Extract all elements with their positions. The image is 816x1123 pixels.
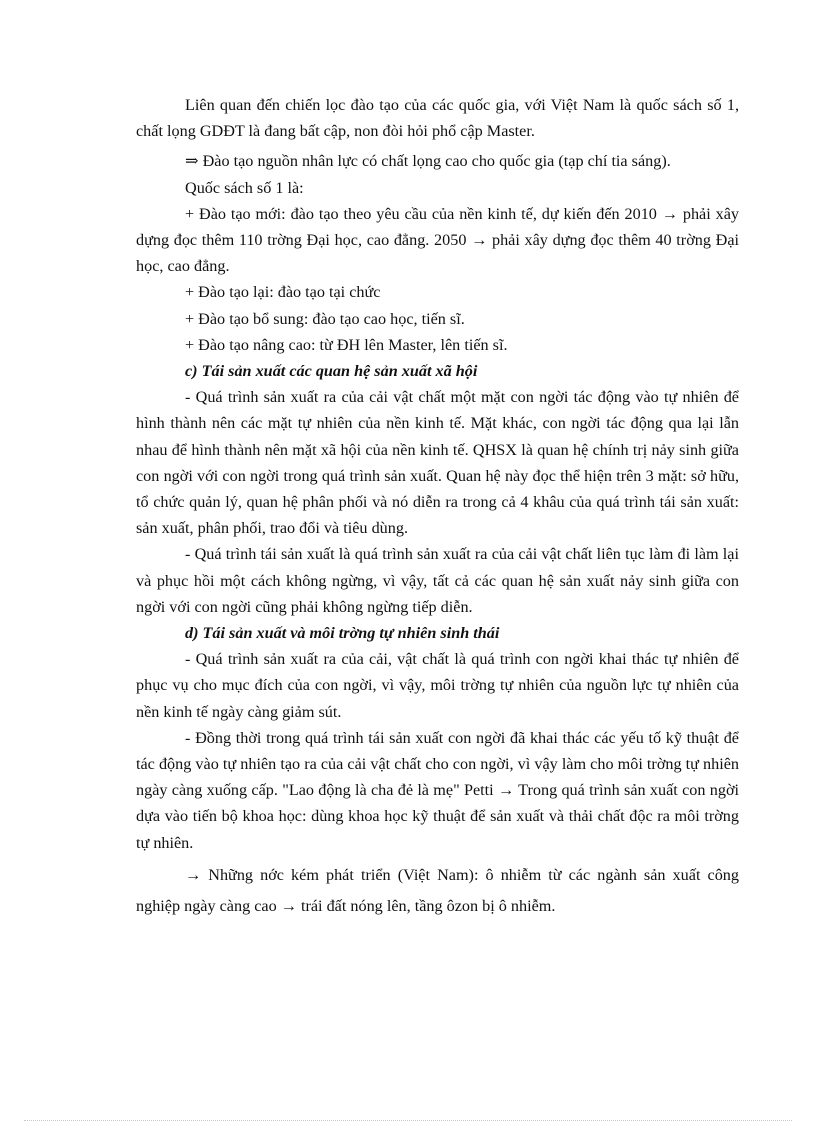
paragraph-conclusion: → Những nớc kém phát triển (Việt Nam): ô nhiễm từ các ngành sản xuất công nghiệp ngày càng cao → trái đất nóng lên, tầng ôzon bị ô nhiễm. [136,865,739,915]
paragraph-advanced-training: + Đào tạo nâng cao: từ ĐH lên Master, lên tiến sĩ. [185,335,508,354]
paragraph-environment-2: - Đồng thời trong quá trình tái sản xuất con ngời đã khai thác các yếu tố kỹ thuật để tác động vào tự nhiên tạo ra của cải vật chất cho con ngời, vì vậy làm cho môi trờng tự nhiên ngày càng xuống cấp. "Lao động là cha đẻ là mẹ" Petti → Trong quá trình sản xuất con ngời dựa vào tiến bộ khoa học: dùng khoa học kỹ thuật để sản xuất và thải chất độc ra môi trờng tự nhiên. [136,728,739,852]
paragraph-strategy: Liên quan đến chiến lọc đào tạo của các quốc gia, với Việt Nam là quốc sách số 1, chất lọng GDĐT là đang bất cập, non đòi hỏi phổ cập Master. [136,96,739,141]
paragraph-training-goal: ⇒ Đào tạo nguồn nhân lực có chất lọng cao cho quốc gia (tạp chí tia sáng). [185,152,671,171]
paragraph-production-relations-1: - Quá trình sản xuất ra của cải vật chất một mặt con ngời tác động vào tự nhiên để hình thành nên các mặt tự nhiên của nền kinh tế. Mặt khác, con ngời tác động qua lại lẫn nhau để hình thành nên mặt xã hội của nền kinh tế. QHSX là quan hệ chính trị nảy sinh giữa con ngời với con ngời trong quá trình sản xuất. Quan hệ này đọc thể hiện trên 3 mặt: sở hữu, tổ chức quản lý, quan hệ phân phối và nó diễn ra trong cả 4 khâu của quá trình tái sản xuất: sản xuất, phân phối, trao đổi và tiêu dùng. [136,388,739,538]
section-heading-c: c) Tái sản xuất các quan hệ sản xuất xã hội [185,362,478,381]
paragraph-environment-1: - Quá trình sản xuất ra của cải, vật chất là quá trình con ngời khai thác tự nhiên để phục vụ cho mục đích của con ngời, vì vậy, môi trờng tự nhiên của nguồn lực tự nhiên của nền kinh tế ngày càng giảm sút. [136,650,739,721]
paragraph-retraining: + Đào tạo lại: đào tạo tại chức [185,283,381,302]
paragraph-production-relations-2: - Quá trình tái sản xuất là quá trình sản xuất ra của cải vật chất liên tục làm đi làm lại và phục hồi một cách không ngừng, vì vậy, tất cả các quan hệ sản xuất nảy sinh giữa con ngời với con ngời cũng phải không ngừng tiếp diễn. [136,545,739,616]
page-bottom-border [24,1120,792,1121]
paragraph-new-training: + Đào tạo mới: đào tạo theo yêu cầu của nền kinh tế, dự kiến đến 2010 → phải xây dựng đọc thêm 110 trờng Đại học, cao đẳng. 2050 → phải xây dựng đọc thêm 40 trờng Đại học, cao đẳng. [136,204,739,276]
section-heading-d: d) Tái sản xuất và môi trờng tự nhiên sinh thái [185,624,500,643]
paragraph-policy-intro: Quốc sách số 1 là: [185,178,304,197]
document-page [136,92,739,922]
paragraph-supplementary-training: + Đào tạo bổ sung: đào tạo cao học, tiến sĩ. [185,309,465,328]
